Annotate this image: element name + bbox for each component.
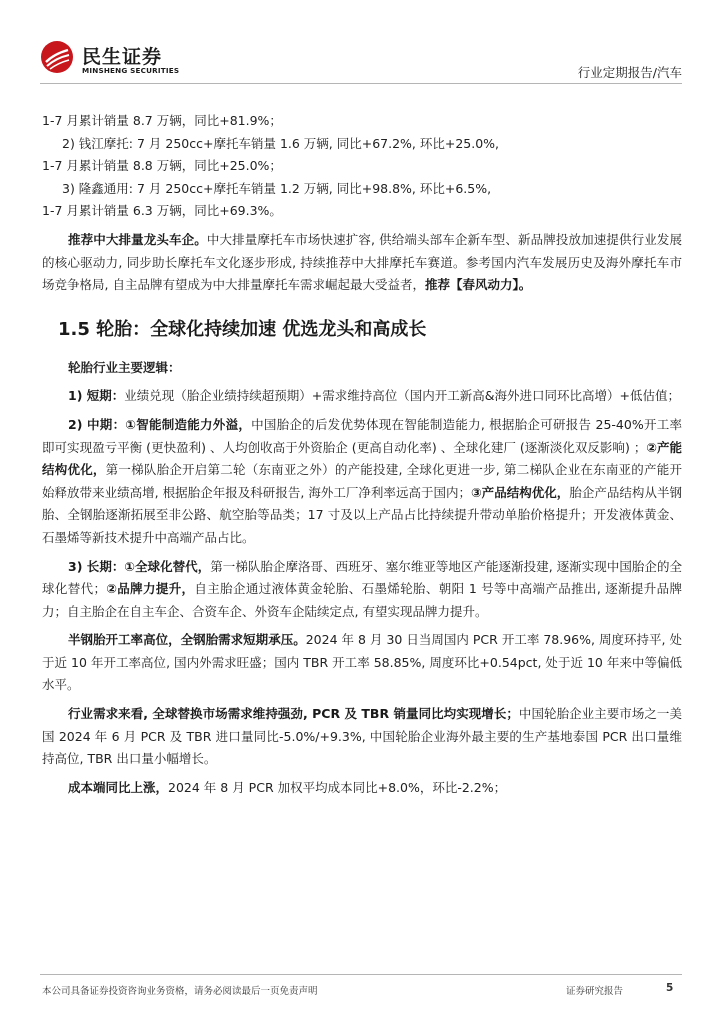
mid-text-2: 第一梯队胎企开启第二轮（东南亚之外）的产能投建, 全球化更进一步, 第二梯队企业在东南亚的产能开始释放带来业绩高增, 根据胎企年报及科研报告, 海外工厂净利率远高于国内； [42,462,682,500]
operating-rate-paragraph [42,629,682,697]
minsheng-logo-icon [40,40,74,74]
mid-bold-2: ②产能结构优化， [42,439,682,478]
text-line: 2) 钱江摩托: 7 月 250cc+摩托车销量 1.6 万辆, 同比+67.2%, 环比+25.0%, [62,135,500,151]
demand-bold: 行业需求来看, 全球替换市场需求维持强劲, PCR 及 TBR 销量同比均实现增长； [68,706,519,722]
semi-bold: 半钢胎开工率高位，全钢胎需求短期承压。 [68,632,306,648]
mid-text-1: 中国胎企的后发优势体现在智能制造能力, 根据胎企可研报告 25-40%开工率即可实现盈亏平衡 (更快盈利) 、人均创收高于外资胎企 (更高自动化率) 、全球化建厂 (逐渐淡化双反影响) ； [42,416,683,455]
long-bold-2: ②品牌力提升， [105,581,195,597]
short-text: 业绩兑现（胎企业绩持续超预期）+需求维持高位（国内开工新高&海外进口同环比高增）+低估值； [124,388,680,404]
main-content [42,110,682,805]
text-line: 1-7 月累计销量 6.3 万辆，同比+69.3%。 [42,203,282,219]
brand-name-en: MINSHENG SECURITIES [82,66,180,75]
long-text-2: 自主胎企通过液体黄金轮胎、石墨烯轮胎、朝阳 1 号等中高端产品推出, 逐渐提升品牌力；自主胎企在自主车企、合资车企、外资车企陆续定点, 有望实现品牌力提升。 [42,581,682,619]
cost-paragraph [42,777,682,800]
long-bold-1: ①全球化替代， [124,558,211,574]
long-text-1: 第一梯队胎企摩洛哥、西班牙、塞尔维亚等地区产能逐渐投建, 逐渐实现中国胎企的全球化替代； [42,558,682,597]
semi-text: 2024 年 8 月 30 日当周国内 PCR 开工率 78.96%, 周度环持平, 处于近 10 年开工率高位, 国内外需求旺盛；国内 TBR 开工率 58.85%, 周度环比+0.54pct, 处于近 10 年来中等偏低水平。 [42,632,682,693]
section-title: 1.5 轮胎：全球化持续加速 优选龙头和高成长 [58,318,427,340]
long-term-paragraph [42,556,682,624]
page-number: 5 [666,982,674,994]
mid-bold-1: ①智能制造能力外溢， [125,416,252,432]
text-line: 1-7 月累计销量 8.7 万辆，同比+81.9%； [42,113,282,128]
mid-text-3: 胎企产品结构从半钢胎、全钢胎逐渐拓展至非公路、航空胎等品类；17 寸及以上产品占比持续提升带动单胎价格提升；开发液体黄金、石墨烯等新技术提升中高端产品占比。 [42,484,682,545]
demand-text: 中国轮胎企业主要市场之一美国 2024 年 6 月 PCR 及 TBR 进口量同比-5.0%/+9.3%, 中国轮胎企业海外最主要的生产基地泰国 PCR 出口量维持高位, TBR 出口量小幅增长。 [42,706,682,767]
mid-bold-3: ③产品结构优化， [471,484,570,500]
footer-report-label: 证券研究报告 [566,986,624,997]
text-line: 1-7 月累计销量 8.8 万辆，同比+25.0%； [42,158,282,174]
brand-name-cn: 民生证券 [82,46,163,68]
long-label: 3) 长期： [68,558,125,574]
mid-term-paragraph [42,414,682,550]
page-header [0,0,724,86]
cost-text: 2024 年 8 月 PCR 加权平均成本同比+8.0%，环比-2.2%； [168,779,507,795]
moto-recommendation [42,229,682,297]
rec-text: 中大排量摩托车市场快速扩容, 供给端头部车企新车型、新品牌投放加速提供行业发展的核心驱动力, 同步助长摩托车文化逐步形成, 持续推荐中大排摩托车赛道。参考国内汽车发展历史及海外摩托车市场竞争格局, 自主品牌有望成为中大排量摩托车需求崛起最大受益者， [42,231,682,293]
report-type: 行业定期报告/汽车 [577,65,682,80]
moto-sales-block [42,110,682,223]
rec-end: 推荐【春风动力】。 [424,277,532,293]
header-divider [40,83,682,84]
mid-label: 2) 中期： [68,416,126,432]
footer-disclaimer: 本公司具备证券投资咨询业务资格，请务必阅读最后一页免责声明 [42,986,318,997]
short-term-paragraph [42,385,682,408]
logic-title: 轮胎行业主要逻辑： [68,359,181,375]
short-label: 1) 短期： [68,388,125,404]
rec-bold: 推荐中大排量龙头车企。 [68,231,207,247]
footer-divider [40,974,682,975]
demand-paragraph [42,703,682,771]
cost-bold: 成本端同比上涨， [68,779,169,795]
text-line: 3) 隆鑫通用: 7 月 250cc+摩托车销量 1.2 万辆, 同比+98.8%, 环比+6.5%, [62,180,492,196]
